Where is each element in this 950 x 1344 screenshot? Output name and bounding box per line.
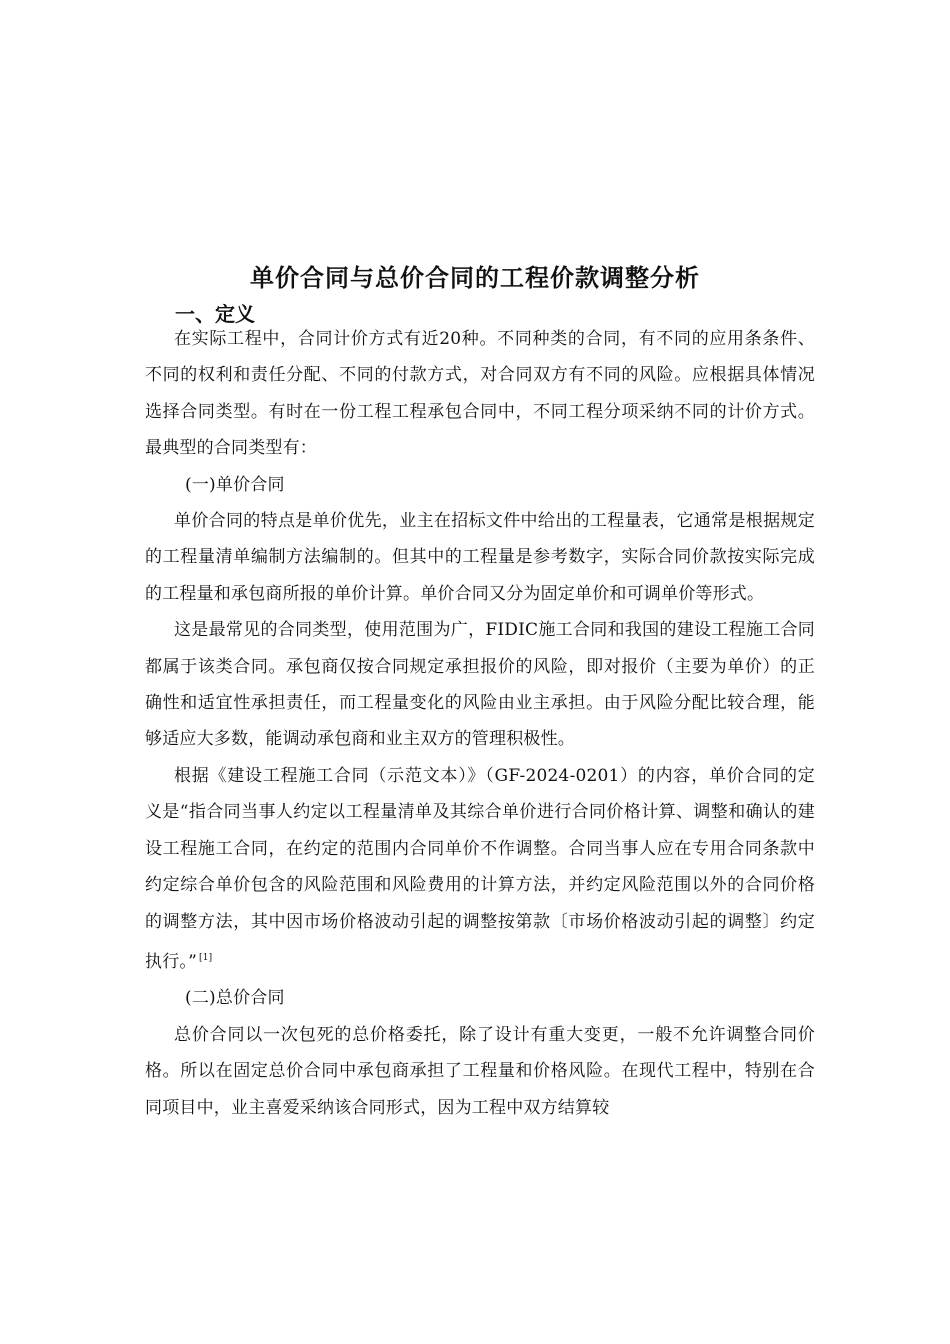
paragraph-intro: 在实际工程中，合同计价方式有近20种。不同种类的合同，有不同的应用条条件、不同的权利和责任分配、不同的付款方式，对合同双方有不同的风险。应根据具体情况选择合同类型。有时在一份工程工程承包合同中，不同工程分项采纳不同的计价方式。最典型的合同类型有： — [145, 329, 815, 459]
section-heading-definition: 一、定义 — [175, 302, 255, 326]
document-title: 单价合同与总价合同的工程价款调整分析 — [250, 264, 700, 292]
paragraph-unit-price-definition — [145, 758, 815, 980]
paragraph-unit-price-features: 单价合同的特点是单价优先，业主在招标文件中给出的工程量表，它通常是根据规定的工程量清单编制方法编制的。但其中的工程量是参考数字，实际合同价款按实际完成的工程量和承包商所报的单价计算。单价合同又分为固定单价和可调单价等形式。 — [145, 511, 815, 604]
subheading-lump-sum-contract: (二)总价合同 — [185, 988, 285, 1009]
paragraph-lump-sum-features: 总价合同以一次包死的总价格委托，除了设计有重大变更，一般不允许调整合同价格。所以在固定总价合同中承包商承担了工程量和价格风险。在现代工程中，特别在合同项目中，业主喜爱采纳该合同形式，因为工程中双方结算较 — [145, 1024, 815, 1118]
citation-reference[interactable]: [1] — [199, 952, 213, 963]
subheading-unit-price-contract: (一)单价合同 — [185, 474, 285, 495]
paragraph-unit-price-usage: 这是最常见的合同类型，使用范围为广，FIDIC施工合同和我国的建设工程施工合同都属于该类合同。承包商仅按合同规定承担报价的风险，即对报价（主要为单价）的正确性和适宜性承担责任，而工程量变化的风险由业主承担。由于风险分配比较合理，能够适应大多数，能调动承包商和业主双方的管理积极性。 — [145, 620, 815, 750]
definition-text: 根据《建设工程施工合同（示范文本）》（GF-2024-0201）的内容，单价合同的定义是“指合同当事人约定以工程量清单及其综合单价进行合同价格计算、调整和确认的建设工程施工合同，在约定的范围内合同单价不作调整。合同当事人应在专用合同条款中约定综合单价包含的风险范围和风险费用的计算方法，并约定风险范围以外的合同价格的调整方法，其中因市场价格波动引起的调整按第款〔市场价格波动引起的调整〕约定执行。” — [145, 765, 815, 972]
document-body — [145, 321, 815, 1126]
